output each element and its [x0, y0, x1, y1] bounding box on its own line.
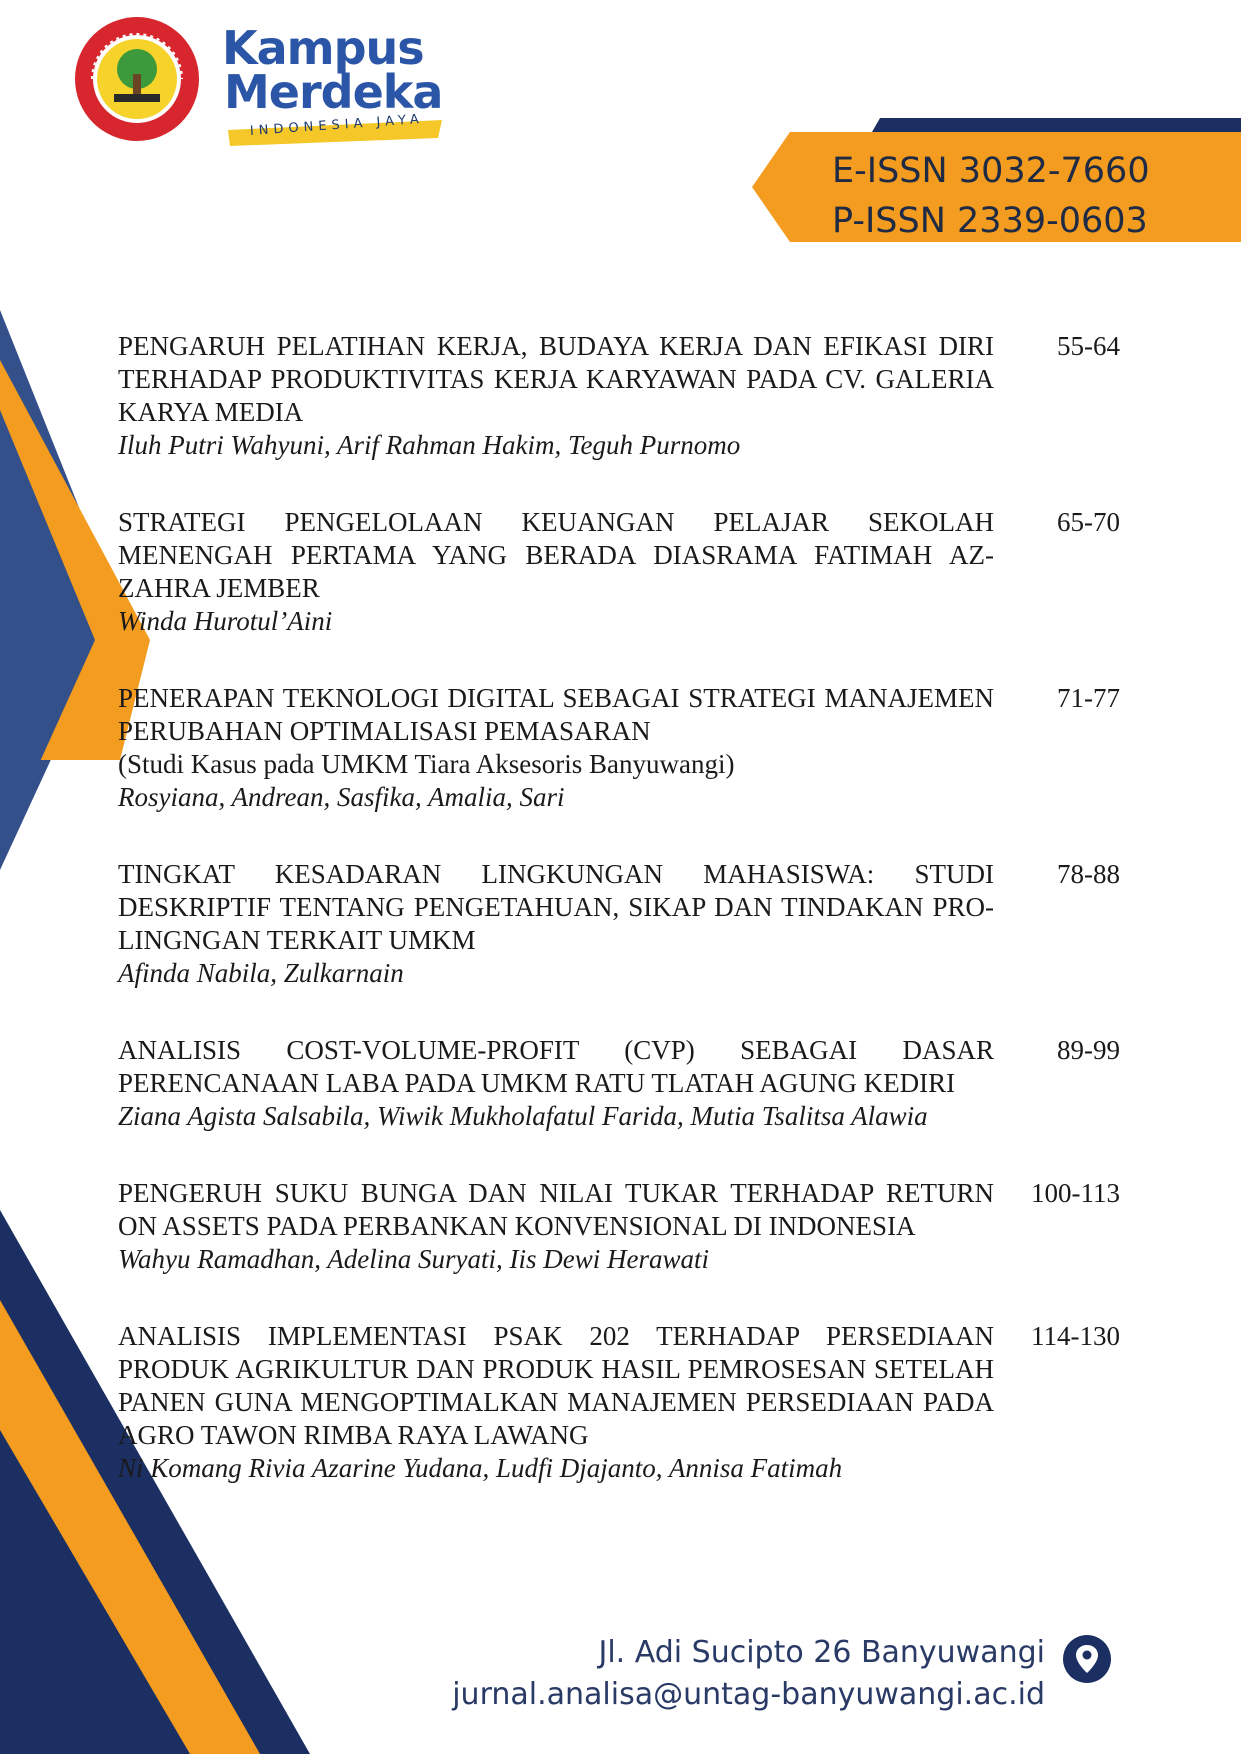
- article-authors: Afinda Nabila, Zulkarnain: [118, 958, 404, 988]
- toc-entry: [118, 506, 1118, 638]
- article-authors: Wahyu Ramadhan, Adelina Suryati, Iis Dewi Herawati: [118, 1244, 709, 1274]
- article-title: ANALISIS IMPLEMENTASI PSAK 202 TERHADAP PERSEDIAAN PRODUK AGRIKULTUR DAN PRODUK HASIL PEMROSESAN SETELAH PANEN GUNA MENGOPTIMALKAN MANAJEMEN PERSEDIAAN PADA AGRO TAWON RIMBA RAYA LAWANG: [118, 1321, 994, 1450]
- article-title: PENGERUH SUKU BUNGA DAN NILAI TUKAR TERHADAP RETURN ON ASSETS PADA PERBANKAN KONVENSIONAL DI INDONESIA: [118, 1178, 994, 1241]
- article-pages: 71-77: [1057, 683, 1120, 713]
- article-pages: 100-113: [1031, 1178, 1120, 1208]
- article-title: PENERAPAN TEKNOLOGI DIGITAL SEBAGAI STRATEGI MANAJEMEN PERUBAHAN OPTIMALISASI PEMASARAN: [118, 683, 994, 746]
- toc-entry: [118, 330, 1118, 462]
- article-authors: Ziana Agista Salsabila, Wiwik Mukholafatul Farida, Mutia Tsalitsa Alawia: [118, 1101, 928, 1131]
- toc-entry: [118, 1177, 1118, 1276]
- footer-address: Jl. Adi Sucipto 26 Banyuwangi: [598, 1635, 1045, 1670]
- eissn-label: E-ISSN 3032-7660: [832, 151, 1150, 191]
- footer-email[interactable]: jurnal.analisa@untag-banyuwangi.ac.id: [452, 1677, 1045, 1712]
- location-pin-icon: [1062, 1634, 1112, 1684]
- toc-entry: [118, 682, 1118, 814]
- article-pages: 114-130: [1031, 1321, 1120, 1351]
- article-title: TINGKAT KESADARAN LINGKUNGAN MAHASISWA: STUDI DESKRIPTIF TENTANG PENGETAHUAN, SIKAP DAN TINDAKAN PRO-LINGNGAN TERKAIT UMKM: [118, 859, 994, 955]
- university-seal-logo: [72, 14, 202, 144]
- article-authors: Rosyiana, Andrean, Sasfika, Amalia, Sari: [118, 782, 565, 812]
- toc-entry: [118, 1034, 1118, 1133]
- article-pages: 55-64: [1057, 331, 1120, 361]
- article-note: (Studi Kasus pada UMKM Tiara Aksesoris Banyuwangi): [118, 749, 735, 779]
- article-title: PENGARUH PELATIHAN KERJA, BUDAYA KERJA DAN EFIKASI DIRI TERHADAP PRODUKTIVITAS KERJA KARYAWAN PADA CV. GALERIA KARYA MEDIA: [118, 331, 994, 427]
- article-pages: 89-99: [1057, 1035, 1120, 1065]
- toc-entry: [118, 858, 1118, 990]
- issn-banner: [752, 118, 1241, 242]
- brand-line-2: Merdeka: [224, 65, 443, 119]
- article-title: STRATEGI PENGELOLAAN KEUANGAN PELAJAR SEKOLAH MENENGAH PERTAMA YANG BERADA DIASRAMA FATIMAH AZ-ZAHRA JEMBER: [118, 507, 994, 603]
- article-authors: Iluh Putri Wahyuni, Arif Rahman Hakim, Teguh Purnomo: [118, 430, 741, 460]
- article-pages: 65-70: [1057, 507, 1120, 537]
- table-of-contents: [118, 330, 1118, 1529]
- brand-tagline: INDONESIA JAYA: [249, 111, 425, 139]
- toc-entry: [118, 1320, 1118, 1485]
- article-pages: 78-88: [1057, 859, 1120, 889]
- kampus-merdeka-logo: [222, 21, 443, 139]
- article-title: ANALISIS COST-VOLUME-PROFIT (CVP) SEBAGAI DASAR PERENCANAAN LABA PADA UMKM RATU TLATAH AGUNG KEDIRI: [118, 1035, 994, 1098]
- pissn-label: P-ISSN 2339-0603: [832, 201, 1148, 241]
- article-authors: Ni Komang Rivia Azarine Yudana, Ludfi Djajanto, Annisa Fatimah: [118, 1453, 843, 1483]
- brand-line-1: Kampus: [222, 21, 424, 75]
- article-authors: Winda Hurotul’Aini: [118, 606, 333, 636]
- footer-contact: [452, 1632, 1045, 1716]
